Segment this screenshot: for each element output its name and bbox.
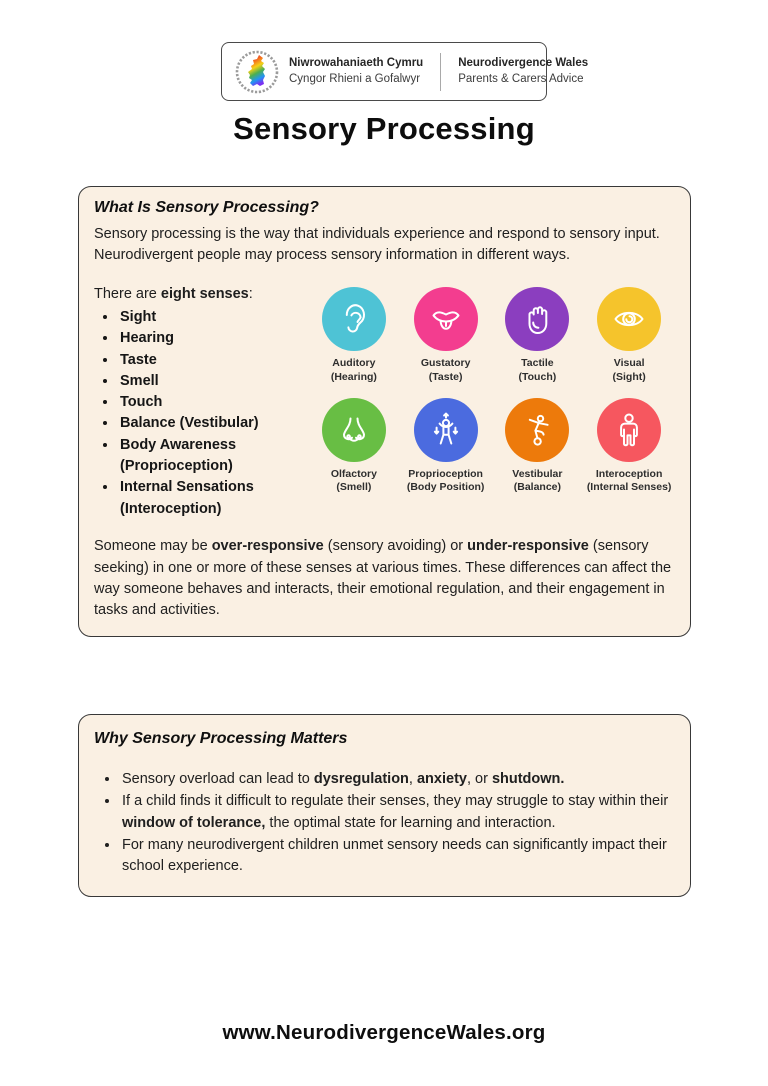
hand-icon [505,287,569,351]
what-panel-heading: What Is Sensory Processing? [94,199,319,216]
org-sub-english: Parents & Carers Advice [458,72,584,85]
list-item: • Smell [118,371,308,392]
why-panel-heading: Why Sensory Processing Matters [94,730,348,747]
wales-map-shape [248,55,265,86]
sense-card-visual [583,287,675,385]
sense-sub: (Internal Senses) [586,481,672,494]
list-item: • Balance (Vestibular) [118,413,308,434]
list-item: • Sensory overload can lead to dysregulation, anxiety, or shutdown. [120,769,675,790]
senses-bullet-list [118,307,308,520]
list-item: • For many neurodivergent children unmet sensory needs can significantly impact their school experience. [120,835,675,878]
sense-card-auditory [308,287,400,385]
org-name-english: Neurodivergence Wales [458,57,589,70]
list-item: • Sight [118,307,308,328]
sense-name: Proprioception [408,467,483,480]
page-title: Sensory Processing [233,111,535,146]
logo-divider [440,53,441,91]
what-panel-intro: Sensory processing is the way that individuals experience and respond to sensory input. Neurodivergent people may process sensory information in different ways. [94,226,660,264]
sense-name: Auditory [332,356,376,369]
list-item: • Taste [118,350,308,371]
org-sub-welsh: Cyngor Rhieni a Gofalwyr [289,72,421,85]
list-item: • If a child finds it difficult to regulate their senses, they may struggle to stay within their window of tolerance, the optimal state for learning and interaction. [120,791,675,834]
sense-name: Olfactory [330,467,377,480]
body-icon [597,398,661,462]
sense-sub: (Balance) [513,481,561,494]
sense-sub: (Touch) [518,370,557,383]
org-logo-plate [221,42,589,101]
sense-name: Interoception [595,467,663,480]
sense-sub: (Body Position) [406,481,485,494]
sense-card-interoception [583,398,675,496]
mouth-icon [414,287,478,351]
sense-card-proprioception [400,398,492,496]
what-is-sensory-processing-panel [78,186,691,637]
balance-icon [505,398,569,462]
list-item: • Touch [118,392,308,413]
website-url: www.NeurodivergenceWales.org [222,1021,546,1044]
logo-english-text [458,56,588,86]
senses-section [94,284,675,520]
sense-sub: (Smell) [336,481,372,494]
sense-sub: (Taste) [428,370,463,383]
ear-icon [322,287,386,351]
sense-card-olfactory [308,398,400,496]
responsiveness-paragraph: Someone may be over-responsive (sensory avoiding) or under-responsive (sensory seeking) in one or more of these senses at various times. These differences can affect the way someone behaves and interacts, their emotional regulation, and their engagement in tasks and activities. [94,538,672,619]
sense-card-gustatory [400,287,492,385]
sense-card-tactile [492,287,584,385]
sense-name: Gustatory [420,356,471,369]
body-position-icon [414,398,478,462]
sense-name: Visual [613,356,645,369]
sense-sub: (Hearing) [330,370,377,383]
list-item: • Body Awareness (Proprioception) [118,435,308,478]
sense-sub: (Sight) [612,370,646,383]
sense-name: Tactile [521,356,554,369]
senses-icon-grid [308,287,675,520]
eye-icon [597,287,661,351]
why-bullet-list [120,769,675,878]
wales-map-rainbow-logo [234,49,280,95]
list-item: • Internal Sensations (Interoception) [118,477,308,520]
senses-lead-line: There are eight senses: [94,285,253,302]
sense-card-vestibular [492,398,584,496]
list-item: • Hearing [118,328,308,349]
logo-welsh-text [289,56,423,86]
org-name-welsh: Niwrowahaniaeth Cymru [289,57,424,70]
why-sensory-processing-matters-panel [78,714,691,897]
senses-list-column [94,284,308,520]
nose-icon [322,398,386,462]
sense-name: Vestibular [512,467,563,480]
